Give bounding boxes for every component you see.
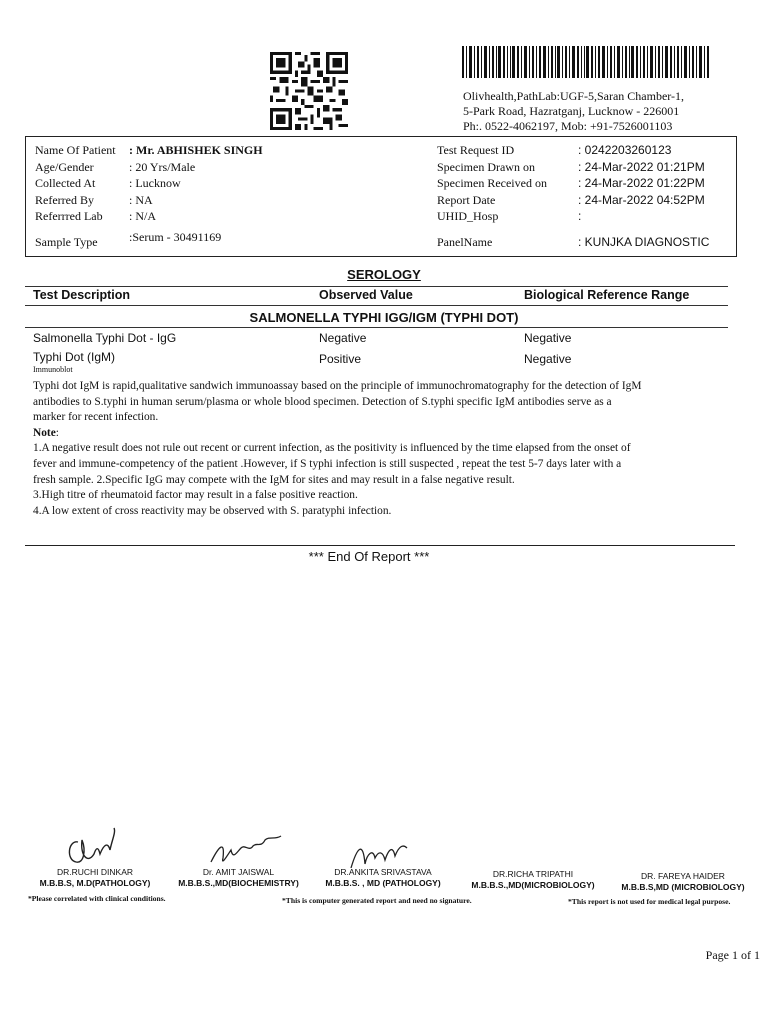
doctor-degree: M.B.B.S,MD (MICROBIOLOGY)	[621, 882, 745, 892]
interpretation-notes: Typhi dot IgM is rapid,qualitative sandwich immunoassay based on the principle of immunochromatography for the detection of IgM antibodies to S.typhi in human serum/plasma or whole blood specimen. Detection of S.typhi specific IgM antibodies serve as a marker for recent infection. Note: 1.A negative result does not rule out recent or current infection, as the positivity is influenced by the time elapsed from the onset of fever and immune-competency of the patient .However, if S typhi infection is still suspected , repeat the test 5-7 days later with a fresh sample. 2.Specific IgG may compete with the IgM for sites and may result in a false negative result. 3.High titre of rheumatoid factor may result in a false positive reaction. 4.A low extent of cross reactivity may be observed with S. paratyphi infection.	[33, 379, 723, 519]
footnote-clinical: *Please correlated with clinical conditions.	[28, 894, 166, 903]
note-line: fresh sample. 2.Specific IgG may compete with the IgM for sites and may result in a false negative result.	[33, 473, 515, 486]
description-line: marker for recent infection.	[33, 411, 159, 424]
end-rule	[25, 545, 735, 546]
note-line: 3.High titre of rheumatoid factor may result in a false positive reaction.	[33, 489, 358, 502]
col-header-reference: Biological Reference Range	[524, 288, 690, 302]
test-group-title: SALMONELLA TYPHI IGG/IGM (TYPHI DOT)	[249, 310, 519, 325]
col-header-test: Test Description	[33, 288, 131, 302]
lab-address-line: Ph:. 0522-4062197, Mob: +91-7526001103	[463, 119, 673, 133]
request-values	[578, 142, 709, 250]
value-age-gender: : 20 Yrs/Male	[129, 159, 196, 174]
note-heading: Note	[33, 426, 56, 439]
label-specimen-drawn: Specimen Drawn on	[437, 159, 535, 174]
description-line: Typhi dot IgM is rapid,qualitative sandwich immunoassay based on the principle of immunochromatography for the detection of IgM	[33, 380, 642, 392]
description-line: antibodies to S.typhi in human serum/plasma or whole blood specimen. Detection of S.typhi specific IgM antibodies serve as a	[33, 395, 612, 408]
note-line: fever and immune-competency of the patient .However, if S typhi infection is still suspected , repeat the test 5-7 days later with a	[33, 457, 622, 470]
doctor-fareya-haider	[608, 871, 758, 893]
label-referred-by: Referred By	[35, 192, 94, 207]
patient-values	[129, 142, 263, 245]
request-labels	[437, 142, 547, 250]
row-2-observed: Positive	[319, 352, 362, 366]
label-test-request-id: Test Request ID	[437, 143, 515, 157]
row-1-test: Salmonella Typhi Dot - IgG	[33, 331, 177, 345]
group-rule	[25, 327, 728, 328]
doctor-name: DR.RUCHI DINKAR	[56, 867, 134, 877]
label-sample-type: Sample Type	[35, 234, 98, 249]
doctor-amit-jaiswal	[166, 867, 311, 889]
qr-code-image	[270, 52, 348, 130]
value-panel-name: : KUNJKA DIAGNOSTIC	[578, 234, 710, 249]
value-uhid-hosp: :	[578, 209, 582, 223]
patient-info-box	[25, 136, 737, 257]
doctor-name: DR.RICHA TRIPATHI	[492, 869, 574, 879]
page-number: Page 1 of 1	[705, 948, 760, 962]
patient-labels	[35, 142, 116, 250]
doctor-ruchi-dinkar	[30, 867, 160, 889]
value-specimen-drawn: : 24-Mar-2022 01:21PM	[578, 159, 705, 174]
row-1-observed: Negative	[319, 331, 367, 345]
col-header-observed: Observed Value	[319, 288, 413, 302]
method-label: Immunoblot	[33, 365, 73, 374]
label-panel-name: PanelName	[437, 234, 493, 249]
doctor-richa-tripathi	[468, 869, 598, 891]
doctor-degree: M.B.B.S. , MD (PATHOLOGY)	[325, 878, 441, 888]
lab-address-line: Olivhealth,PathLab:UGF-5,Saran Chamber-1,	[463, 89, 685, 103]
value-specimen-received: : 24-Mar-2022 01:22PM	[578, 176, 705, 190]
row-1-reference: Negative	[524, 331, 572, 345]
label-collected-at: Collected At	[35, 176, 96, 190]
value-patient-name: : Mr. ABHISHEK SINGH	[129, 143, 263, 157]
doctor-name: DR. FAREYA HAIDER	[641, 871, 725, 881]
label-referred-lab: Referrred Lab	[35, 209, 103, 223]
value-sample-type: :Serum - 30491169	[129, 229, 222, 244]
doctor-degree: M.B.B.S.,MD(MICROBIOLOGY)	[471, 880, 595, 890]
doctor-ankita-srivastava	[318, 867, 448, 889]
header-bottom-rule	[25, 305, 728, 306]
label-report-date: Report Date	[437, 192, 496, 207]
doctor-name: DR.ANKITA SRIVASTAVA	[334, 867, 432, 877]
doctor-name: Dr. AMIT JAISWAL	[202, 867, 275, 877]
lab-address	[463, 89, 763, 134]
note-line: 4.A low extent of cross reactivity may be observed with S. paratyphi infection.	[33, 504, 392, 517]
row-2-test: Typhi Dot (IgM)	[33, 350, 116, 364]
value-referred-lab: : N/A	[129, 209, 156, 223]
lab-address-line: 5-Park Road, Hazratganj, Lucknow - 226001	[463, 104, 680, 118]
label-age-gender: Age/Gender	[35, 159, 94, 174]
label-patient-name: Name Of Patient	[35, 143, 116, 157]
value-test-request-id: : 0242203260123	[578, 143, 672, 157]
label-uhid-hosp: UHID_Hosp	[437, 209, 499, 223]
row-2-reference: Negative	[524, 352, 572, 366]
value-report-date: : 24-Mar-2022 04:52PM	[578, 192, 705, 207]
value-collected-at: : Lucknow	[129, 176, 181, 190]
label-specimen-received: Specimen Received on	[437, 176, 547, 190]
footnote-medical-legal: *This report is not used for medical legal purpose.	[568, 897, 731, 906]
barcode-image	[462, 46, 710, 78]
doctor-degree: M.B.B.S, M.D(PATHOLOGY)	[39, 878, 151, 888]
note-line: 1.A negative result does not rule out recent or current infection, as the positivity is influenced by the time elapsed from the onset of	[33, 442, 631, 455]
section-title: SEROLOGY	[347, 267, 421, 282]
header-top-rule	[25, 286, 728, 287]
doctor-degree: M.B.B.S.,MD(BIOCHEMISTRY)	[178, 878, 299, 888]
end-of-report: *** End Of Report ***	[308, 549, 430, 564]
value-referred-by: : NA	[129, 192, 153, 207]
footnote-computer-generated: *This is computer generated report and need no signature.	[282, 896, 472, 905]
